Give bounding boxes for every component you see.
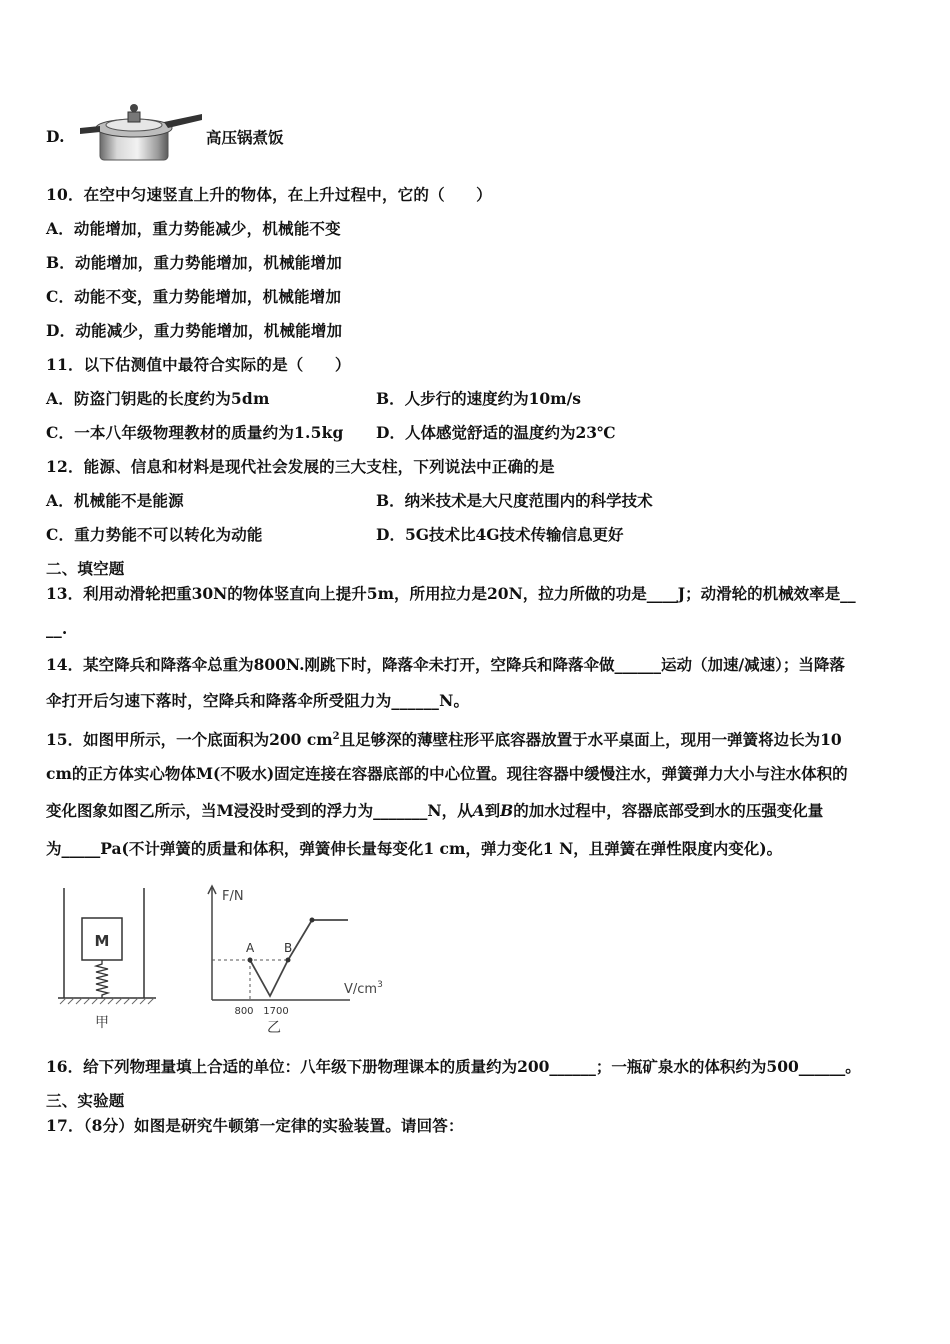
q14-line-1: 14．某空降兵和降落伞总重为800N.刚跳下时，降落伞未打开，空降兵和降落伞做______运动（加速/减速）；当降落	[46, 655, 845, 674]
q13-line-2: __.	[46, 619, 68, 638]
q11-option-a: A．防盗门钥匙的长度约为5dm	[46, 389, 270, 408]
q10-option-a: A．动能增加，重力势能减少，机械能不变	[46, 219, 341, 238]
q12-option-a: A．机械能不是能源	[46, 491, 184, 510]
q12-option-c: C．重力势能不可以转化为动能	[46, 525, 263, 544]
q10-option-c: C．动能不变，重力势能增加，机械能增加	[46, 287, 342, 306]
point-b-label: B	[284, 941, 293, 955]
x-axis-label-text: V/cm	[344, 982, 378, 997]
q12-option-d: D．5G技术比4G技术传输信息更好	[376, 525, 624, 544]
spring	[96, 960, 108, 998]
q17-stem: 17．（8分）如图是研究牛顿第一定律的实验装置。请回答：	[46, 1116, 464, 1135]
figure-jia-caption: 甲	[95, 1015, 109, 1031]
q11-option-d: D．人体感觉舒适的温度约为23℃	[376, 423, 616, 442]
curve-knee-marker	[310, 918, 315, 923]
q15-line-1-part-a: 15．如图甲所示，一个底面积为200 cm	[46, 730, 333, 750]
tick-label-800: 800	[234, 1006, 254, 1017]
section-fill-in-title: 二、填空题	[46, 559, 125, 578]
q12-option-b: B．纳米技术是大尺度范围内的科学技术	[376, 491, 653, 510]
block-m-label: M	[94, 932, 110, 950]
force-curve	[250, 920, 348, 996]
q16-line-1: 16．给下列物理量填上合适的单位：八年级下册物理课本的质量约为200______；一瓶矿泉水的体积约为500______。	[46, 1057, 861, 1076]
q15-line-3-part-a: 变化图象如图乙所示，当M浸没时受到的浮力为_______N，从	[46, 801, 473, 820]
q15-superscript: 2	[332, 731, 340, 742]
q11-option-c: C．一本八年级物理教材的质量约为1.5kg	[46, 423, 344, 442]
section-experiment-title: 三、实验题	[46, 1091, 125, 1110]
x-axis-label	[344, 980, 383, 997]
y-axis-label: F/N	[222, 889, 244, 904]
q12-stem: 12．能源、信息和材料是现代社会发展的三大支柱，下列说法中正确的是	[46, 457, 555, 476]
figure-yi-caption: 乙	[267, 1020, 281, 1036]
figure-jia	[44, 884, 164, 1036]
q15-line-2: cm的正方体实心物体M(不吸水)固定连接在容器底部的中心位置。现往容器中缓慢注水，弹簧弹力大小与注水体积的	[46, 764, 848, 783]
x-axis-label-sup: 3	[377, 980, 383, 990]
q15-line-4: 为_____Pa(不计弹簧的质量和体积，弹簧伸长量每变化1 cm，弹力变化1 N，且弹簧在弹性限度内变化)。	[46, 839, 783, 858]
q10-stem: 10．在空中匀速竖直上升的物体，在上升过程中，它的（ ）	[46, 185, 492, 204]
q15-line-3-mid: 到	[484, 801, 501, 820]
point-a-label: A	[246, 941, 255, 955]
point-b-marker	[286, 958, 291, 963]
q15-point-b-ref: B	[500, 801, 514, 820]
figure-yi-graph	[200, 880, 410, 1038]
q11-option-b: B．人步行的速度约为10m/s	[376, 389, 581, 408]
q9-option-d-letter: D.	[46, 127, 65, 146]
q10-option-b: B．动能增加，重力势能增加，机械能增加	[46, 253, 342, 272]
q10-option-d: D．动能减少，重力势能增加，机械能增加	[46, 321, 343, 340]
q11-stem: 11．以下估测值中最符合实际的是（ ）	[46, 355, 351, 374]
q15-line-3	[46, 800, 823, 822]
q15-line-1	[46, 726, 842, 751]
q14-line-2: 伞打开后匀速下落时，空降兵和降落伞所受阻力为______N。	[46, 691, 470, 710]
point-a-marker	[248, 958, 253, 963]
q15-line-3-part-b: 的加水过程中，容器底部受到水的压强变化量	[513, 801, 824, 820]
q9-option-d-text: 高压锅煮饭	[206, 128, 284, 147]
q15-point-a-ref: A	[472, 801, 485, 820]
q13-line-1: 13．利用动滑轮把重30N的物体竖直向上提升5m，所用拉力是20N，拉力所做的功是____J；动滑轮的机械效率是__	[46, 584, 856, 603]
q15-line-1-part-b: 且足够深的薄壁柱形平底容器放置于水平桌面上，现用一弹簧将边长为10	[339, 730, 842, 750]
tick-label-1700: 1700	[263, 1006, 289, 1017]
pressure-cooker-image	[76, 98, 204, 162]
